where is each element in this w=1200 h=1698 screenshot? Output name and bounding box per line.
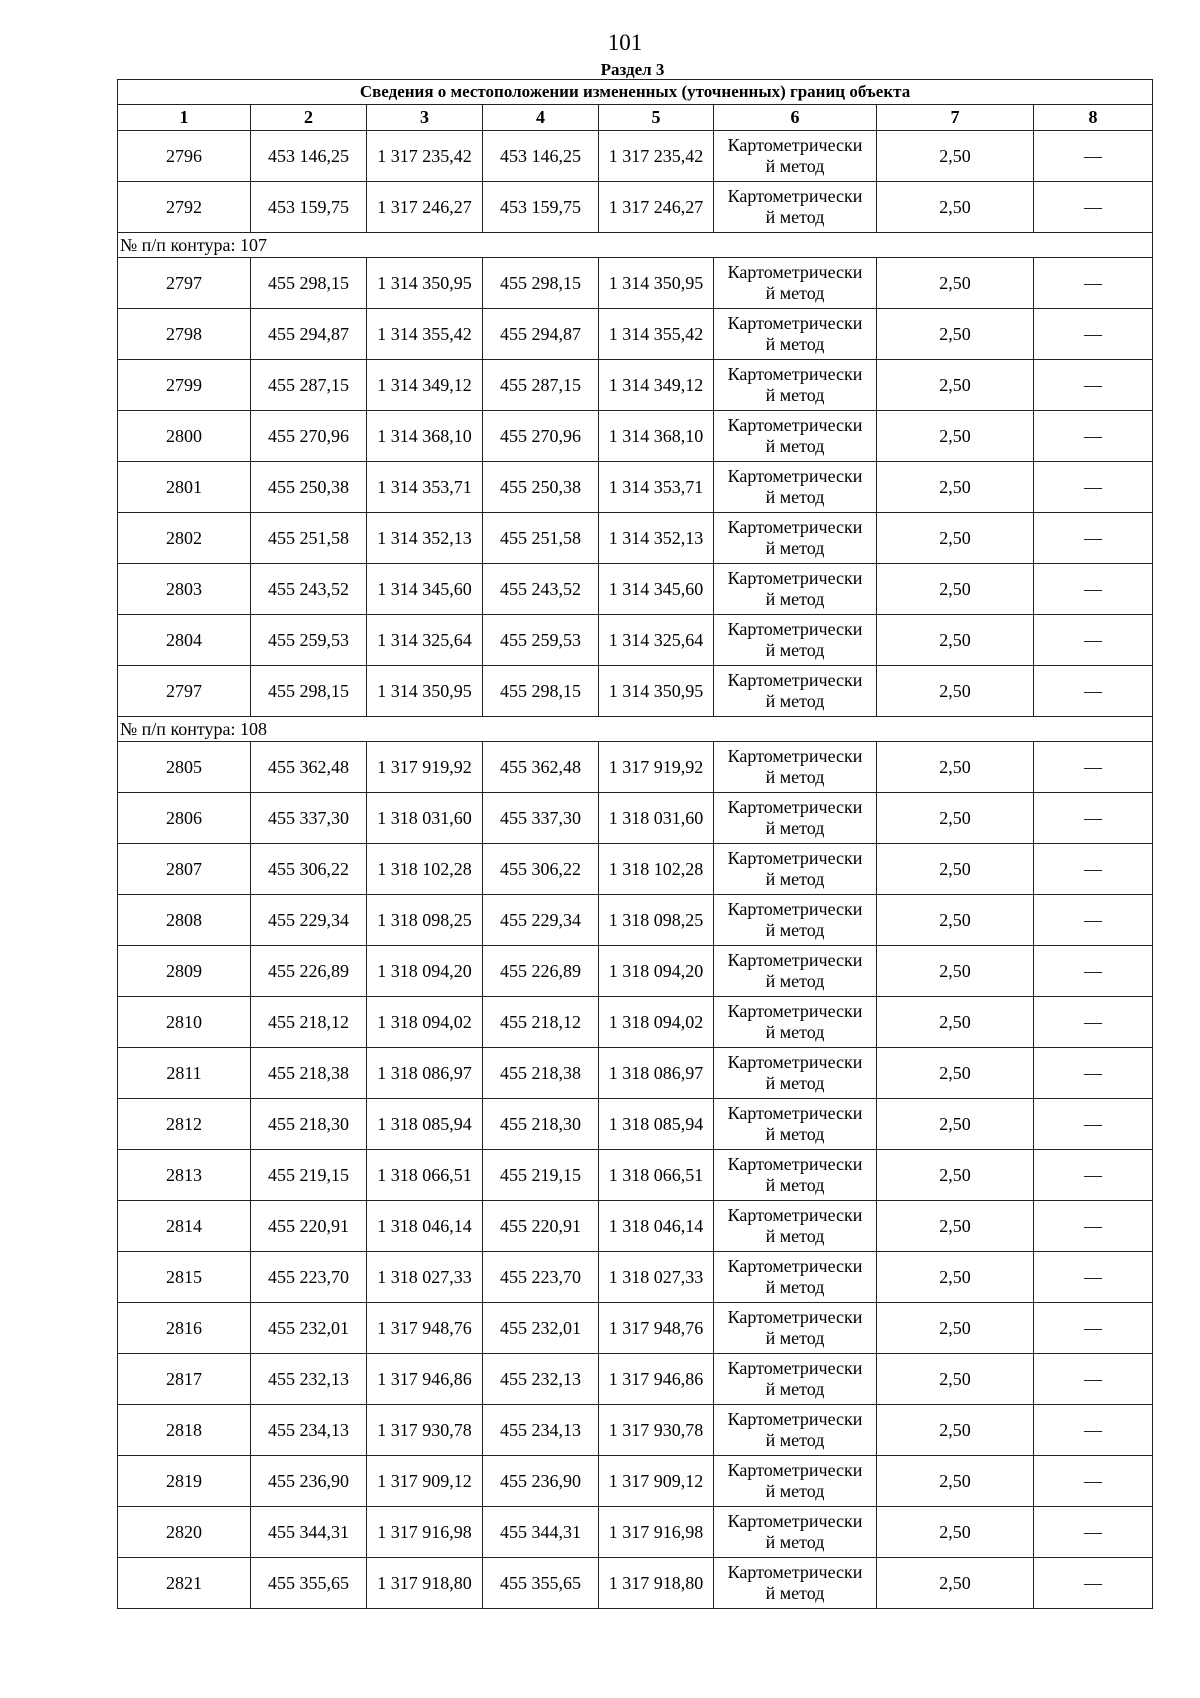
- table-cell: 2,50: [877, 1456, 1034, 1507]
- table-cell: 2,50: [877, 1405, 1034, 1456]
- table-cell: 2799: [118, 360, 251, 411]
- table-cell: 1 318 086,97: [599, 1048, 714, 1099]
- table-cell: 1 317 918,80: [599, 1558, 714, 1609]
- table-cell: 1 318 046,14: [367, 1201, 483, 1252]
- table-cell: 455 306,22: [483, 844, 599, 895]
- table-cell: 455 251,58: [251, 513, 367, 564]
- table-cell: 1 318 094,20: [367, 946, 483, 997]
- table-cell: Картометрически й метод: [714, 1456, 877, 1507]
- table-cell: 455 298,15: [483, 258, 599, 309]
- table-cell: 455 232,01: [251, 1303, 367, 1354]
- table-cell: 455 294,87: [251, 309, 367, 360]
- table-row: [118, 1405, 1153, 1456]
- table-cell: —: [1034, 946, 1153, 997]
- table-cell: Картометрически й метод: [714, 1558, 877, 1609]
- table-cell: 1 314 350,95: [599, 666, 714, 717]
- table-cell: —: [1034, 1150, 1153, 1201]
- table-cell: 1 314 352,13: [367, 513, 483, 564]
- table-cell: —: [1034, 615, 1153, 666]
- table-cell: 453 146,25: [483, 131, 599, 182]
- table-cell: 455 250,38: [251, 462, 367, 513]
- table-cell: 455 236,90: [251, 1456, 367, 1507]
- table-cell: 455 355,65: [251, 1558, 367, 1609]
- table-row: [118, 1252, 1153, 1303]
- table-cell: 1 318 027,33: [367, 1252, 483, 1303]
- table-cell: 2802: [118, 513, 251, 564]
- table-cell: 455 355,65: [483, 1558, 599, 1609]
- table-cell: 2792: [118, 182, 251, 233]
- table-cell: 2,50: [877, 615, 1034, 666]
- table-cell: 2,50: [877, 1201, 1034, 1252]
- table-cell: 455 344,31: [483, 1507, 599, 1558]
- column-header: 3: [367, 105, 483, 131]
- table-cell: 2808: [118, 895, 251, 946]
- table-row: [118, 360, 1153, 411]
- table-cell: 1 314 325,64: [599, 615, 714, 666]
- table-cell: 2,50: [877, 844, 1034, 895]
- table-cell: 455 223,70: [483, 1252, 599, 1303]
- table-row: [118, 1558, 1153, 1609]
- table-cell: 455 234,13: [483, 1405, 599, 1456]
- contour-row: [118, 717, 1153, 742]
- table-cell: 2,50: [877, 1558, 1034, 1609]
- table-cell: 2813: [118, 1150, 251, 1201]
- table-cell: 1 317 930,78: [599, 1405, 714, 1456]
- table-row: [118, 258, 1153, 309]
- table-cell: 455 298,15: [251, 258, 367, 309]
- table-cell: 455 259,53: [251, 615, 367, 666]
- table-cell: 1 317 948,76: [599, 1303, 714, 1354]
- table-row: [118, 462, 1153, 513]
- table-cell: 2,50: [877, 182, 1034, 233]
- table-cell: 1 317 948,76: [367, 1303, 483, 1354]
- table-cell: 1 318 094,20: [599, 946, 714, 997]
- table-cell: 2,50: [877, 1252, 1034, 1303]
- table-cell: 455 337,30: [251, 793, 367, 844]
- table-cell: 455 218,12: [483, 997, 599, 1048]
- table-cell: 2800: [118, 411, 251, 462]
- table-row: [118, 513, 1153, 564]
- table-cell: 1 317 909,12: [599, 1456, 714, 1507]
- table-cell: 2,50: [877, 131, 1034, 182]
- table-cell: 455 287,15: [251, 360, 367, 411]
- table-cell: 2,50: [877, 666, 1034, 717]
- table-cell: —: [1034, 742, 1153, 793]
- table-row: [118, 1201, 1153, 1252]
- table-cell: 455 362,48: [483, 742, 599, 793]
- table-cell: 455 218,30: [251, 1099, 367, 1150]
- table-cell: 453 146,25: [251, 131, 367, 182]
- table-cell: Картометрически й метод: [714, 1405, 877, 1456]
- table-cell: 453 159,75: [251, 182, 367, 233]
- table-cell: 455 218,12: [251, 997, 367, 1048]
- table-cell: 1 318 066,51: [599, 1150, 714, 1201]
- column-header: 8: [1034, 105, 1153, 131]
- table-cell: 2809: [118, 946, 251, 997]
- table-cell: 2812: [118, 1099, 251, 1150]
- table-cell: 1 318 031,60: [599, 793, 714, 844]
- table-cell: —: [1034, 513, 1153, 564]
- table-row: [118, 742, 1153, 793]
- table-cell: Картометрически й метод: [714, 1150, 877, 1201]
- table-body: [118, 131, 1153, 1609]
- table-row: [118, 182, 1153, 233]
- table-row: [118, 1456, 1153, 1507]
- table-cell: 1 318 085,94: [367, 1099, 483, 1150]
- table-cell: 1 314 345,60: [367, 564, 483, 615]
- table-row: [118, 1354, 1153, 1405]
- table-cell: 1 318 094,02: [599, 997, 714, 1048]
- table-cell: Картометрически й метод: [714, 1303, 877, 1354]
- table-cell: —: [1034, 360, 1153, 411]
- table-cell: Картометрически й метод: [714, 182, 877, 233]
- table-cell: —: [1034, 131, 1153, 182]
- table-cell: 2,50: [877, 895, 1034, 946]
- table-cell: 2,50: [877, 1048, 1034, 1099]
- table-cell: 2818: [118, 1405, 251, 1456]
- table-cell: 455 219,15: [483, 1150, 599, 1201]
- table-cell: 2796: [118, 131, 251, 182]
- table-cell: Картометрически й метод: [714, 844, 877, 895]
- table-cell: —: [1034, 564, 1153, 615]
- table-cell: —: [1034, 258, 1153, 309]
- table-row: [118, 793, 1153, 844]
- table-cell: 2814: [118, 1201, 251, 1252]
- table-cell: 2,50: [877, 1150, 1034, 1201]
- table-cell: 1 314 350,95: [367, 666, 483, 717]
- table-cell: 2811: [118, 1048, 251, 1099]
- table-row: [118, 1048, 1153, 1099]
- table-cell: 2,50: [877, 1354, 1034, 1405]
- table-cell: 1 318 085,94: [599, 1099, 714, 1150]
- table-cell: 1 317 919,92: [367, 742, 483, 793]
- table-cell: 1 318 102,28: [367, 844, 483, 895]
- table-cell: 2,50: [877, 1507, 1034, 1558]
- table-cell: 455 287,15: [483, 360, 599, 411]
- table-cell: 2,50: [877, 411, 1034, 462]
- table-cell: 1 317 918,80: [367, 1558, 483, 1609]
- table-cell: 455 223,70: [251, 1252, 367, 1303]
- table-cell: —: [1034, 1456, 1153, 1507]
- table-cell: 1 318 031,60: [367, 793, 483, 844]
- table-cell: 2819: [118, 1456, 251, 1507]
- table-cell: Картометрически й метод: [714, 615, 877, 666]
- table-cell: 455 226,89: [483, 946, 599, 997]
- table-row: [118, 946, 1153, 997]
- table-cell: 1 314 350,95: [599, 258, 714, 309]
- table-cell: Картометрически й метод: [714, 666, 877, 717]
- table-cell: Картометрически й метод: [714, 360, 877, 411]
- table-cell: 1 317 919,92: [599, 742, 714, 793]
- table-cell: 1 318 066,51: [367, 1150, 483, 1201]
- table-cell: 1 317 246,27: [599, 182, 714, 233]
- table-cell: 2,50: [877, 309, 1034, 360]
- table-row: [118, 131, 1153, 182]
- table-cell: 1 318 098,25: [599, 895, 714, 946]
- table-cell: 2803: [118, 564, 251, 615]
- table-cell: 1 318 086,97: [367, 1048, 483, 1099]
- table-row: [118, 895, 1153, 946]
- table-cell: 455 220,91: [251, 1201, 367, 1252]
- table-cell: 2820: [118, 1507, 251, 1558]
- table-cell: 2806: [118, 793, 251, 844]
- table-cell: —: [1034, 793, 1153, 844]
- table-cell: 2,50: [877, 1303, 1034, 1354]
- boundary-table: [117, 79, 1153, 1609]
- table-cell: Картометрически й метод: [714, 513, 877, 564]
- column-header-row: [118, 105, 1153, 131]
- table-row: [118, 1099, 1153, 1150]
- table-cell: 1 318 046,14: [599, 1201, 714, 1252]
- table-cell: 455 243,52: [483, 564, 599, 615]
- table-cell: 1 317 930,78: [367, 1405, 483, 1456]
- table-cell: 2,50: [877, 793, 1034, 844]
- table-cell: 2,50: [877, 997, 1034, 1048]
- table-cell: 2801: [118, 462, 251, 513]
- table-cell: 1 317 916,98: [367, 1507, 483, 1558]
- table-cell: 2810: [118, 997, 251, 1048]
- table-cell: 455 218,30: [483, 1099, 599, 1150]
- table-cell: 2,50: [877, 513, 1034, 564]
- table-row: [118, 844, 1153, 895]
- column-header: 5: [599, 105, 714, 131]
- table-row: [118, 564, 1153, 615]
- column-header: 2: [251, 105, 367, 131]
- table-cell: Картометрически й метод: [714, 1201, 877, 1252]
- table-cell: 1 314 352,13: [599, 513, 714, 564]
- table-cell: 1 317 909,12: [367, 1456, 483, 1507]
- table-cell: 1 317 246,27: [367, 182, 483, 233]
- table-cell: 2821: [118, 1558, 251, 1609]
- column-header: 7: [877, 105, 1034, 131]
- table-cell: 453 159,75: [483, 182, 599, 233]
- table-cell: 1 318 027,33: [599, 1252, 714, 1303]
- table-cell: —: [1034, 666, 1153, 717]
- table-cell: 455 234,13: [251, 1405, 367, 1456]
- column-header: 4: [483, 105, 599, 131]
- table-row: [118, 411, 1153, 462]
- table-cell: 2807: [118, 844, 251, 895]
- page-number: 101: [607, 30, 643, 55]
- table-cell: 2,50: [877, 462, 1034, 513]
- table-cell: 2,50: [877, 946, 1034, 997]
- table-cell: 455 251,58: [483, 513, 599, 564]
- table-cell: —: [1034, 1048, 1153, 1099]
- table-cell: 455 298,15: [483, 666, 599, 717]
- contour-label: № п/п контура: 107: [118, 233, 1153, 258]
- table-cell: 1 314 368,10: [599, 411, 714, 462]
- column-header: 6: [714, 105, 877, 131]
- table-cell: 1 317 946,86: [599, 1354, 714, 1405]
- table-cell: 455 229,34: [483, 895, 599, 946]
- table-cell: 455 270,96: [483, 411, 599, 462]
- table-cell: Картометрически й метод: [714, 1354, 877, 1405]
- table-cell: 1 317 916,98: [599, 1507, 714, 1558]
- table-cell: 455 362,48: [251, 742, 367, 793]
- table-cell: —: [1034, 182, 1153, 233]
- table-cell: 455 226,89: [251, 946, 367, 997]
- table-cell: —: [1034, 1303, 1153, 1354]
- table-cell: 1 318 102,28: [599, 844, 714, 895]
- table-cell: 455 232,13: [483, 1354, 599, 1405]
- table-cell: 1 314 353,71: [367, 462, 483, 513]
- table-cell: 455 270,96: [251, 411, 367, 462]
- table-cell: Картометрически й метод: [714, 258, 877, 309]
- table-cell: —: [1034, 997, 1153, 1048]
- table-cell: Картометрически й метод: [714, 1252, 877, 1303]
- table-cell: 455 243,52: [251, 564, 367, 615]
- table-cell: 1 314 349,12: [367, 360, 483, 411]
- table-cell: 1 314 350,95: [367, 258, 483, 309]
- table-cell: 1 314 345,60: [599, 564, 714, 615]
- table-cell: 455 236,90: [483, 1456, 599, 1507]
- table-cell: 455 232,01: [483, 1303, 599, 1354]
- table-row: [118, 1507, 1153, 1558]
- table-cell: 2798: [118, 309, 251, 360]
- table-cell: 2797: [118, 666, 251, 717]
- table-cell: Картометрически й метод: [714, 131, 877, 182]
- table-row: [118, 1150, 1153, 1201]
- table-cell: Картометрически й метод: [714, 997, 877, 1048]
- table-cell: 1 314 368,10: [367, 411, 483, 462]
- table-cell: Картометрически й метод: [714, 1099, 877, 1150]
- table-cell: 455 250,38: [483, 462, 599, 513]
- table-cell: Картометрически й метод: [714, 462, 877, 513]
- table-cell: —: [1034, 309, 1153, 360]
- table-cell: 1 314 325,64: [367, 615, 483, 666]
- table-cell: 2797: [118, 258, 251, 309]
- table-cell: 2817: [118, 1354, 251, 1405]
- table-cell: 2,50: [877, 258, 1034, 309]
- table-row: [118, 309, 1153, 360]
- table-cell: —: [1034, 1099, 1153, 1150]
- contour-label: № п/п контура: 108: [118, 717, 1153, 742]
- table-cell: Картометрически й метод: [714, 1507, 877, 1558]
- table-cell: 1 314 353,71: [599, 462, 714, 513]
- table-cell: Картометрически й метод: [714, 309, 877, 360]
- table-cell: 455 218,38: [483, 1048, 599, 1099]
- table-cell: 1 318 094,02: [367, 997, 483, 1048]
- table-cell: 2815: [118, 1252, 251, 1303]
- table-title: Сведения о местоположении измененных (уточненных) границ объекта: [118, 80, 1153, 105]
- table-cell: 455 219,15: [251, 1150, 367, 1201]
- table-cell: 1 317 235,42: [599, 131, 714, 182]
- table-cell: 455 337,30: [483, 793, 599, 844]
- table-cell: 1 314 349,12: [599, 360, 714, 411]
- table-cell: Картометрически й метод: [714, 564, 877, 615]
- table-cell: —: [1034, 895, 1153, 946]
- table-cell: 2,50: [877, 742, 1034, 793]
- table-cell: 1 317 235,42: [367, 131, 483, 182]
- table-cell: 455 232,13: [251, 1354, 367, 1405]
- table-cell: 1 318 098,25: [367, 895, 483, 946]
- table-cell: 2805: [118, 742, 251, 793]
- table-cell: —: [1034, 1201, 1153, 1252]
- table-cell: 455 259,53: [483, 615, 599, 666]
- table-cell: —: [1034, 1507, 1153, 1558]
- table-cell: Картометрически й метод: [714, 742, 877, 793]
- column-header: 1: [118, 105, 251, 131]
- table-row: [118, 1303, 1153, 1354]
- table-cell: 2,50: [877, 360, 1034, 411]
- table-cell: 1 317 946,86: [367, 1354, 483, 1405]
- table-cell: —: [1034, 1558, 1153, 1609]
- table-row: [118, 997, 1153, 1048]
- table-cell: Картометрически й метод: [714, 411, 877, 462]
- table-cell: —: [1034, 462, 1153, 513]
- table-cell: 2804: [118, 615, 251, 666]
- table-cell: 455 218,38: [251, 1048, 367, 1099]
- table-cell: —: [1034, 1405, 1153, 1456]
- table-cell: 2,50: [877, 564, 1034, 615]
- table-cell: Картометрически й метод: [714, 1048, 877, 1099]
- table-cell: 455 344,31: [251, 1507, 367, 1558]
- table-cell: 2,50: [877, 1099, 1034, 1150]
- table-cell: Картометрически й метод: [714, 793, 877, 844]
- table-cell: 455 220,91: [483, 1201, 599, 1252]
- table-cell: —: [1034, 1354, 1153, 1405]
- contour-row: [118, 233, 1153, 258]
- table-cell: Картометрически й метод: [714, 946, 877, 997]
- table-cell: 455 306,22: [251, 844, 367, 895]
- table-cell: 455 294,87: [483, 309, 599, 360]
- table-cell: 455 298,15: [251, 666, 367, 717]
- table-cell: —: [1034, 1252, 1153, 1303]
- table-row: [118, 615, 1153, 666]
- table-cell: 1 314 355,42: [367, 309, 483, 360]
- table-cell: 2816: [118, 1303, 251, 1354]
- table-cell: —: [1034, 411, 1153, 462]
- table-cell: —: [1034, 844, 1153, 895]
- table-cell: 1 314 355,42: [599, 309, 714, 360]
- table-cell: 455 229,34: [251, 895, 367, 946]
- table-row: [118, 666, 1153, 717]
- section-title: Раздел 3: [600, 60, 665, 79]
- table-cell: Картометрически й метод: [714, 895, 877, 946]
